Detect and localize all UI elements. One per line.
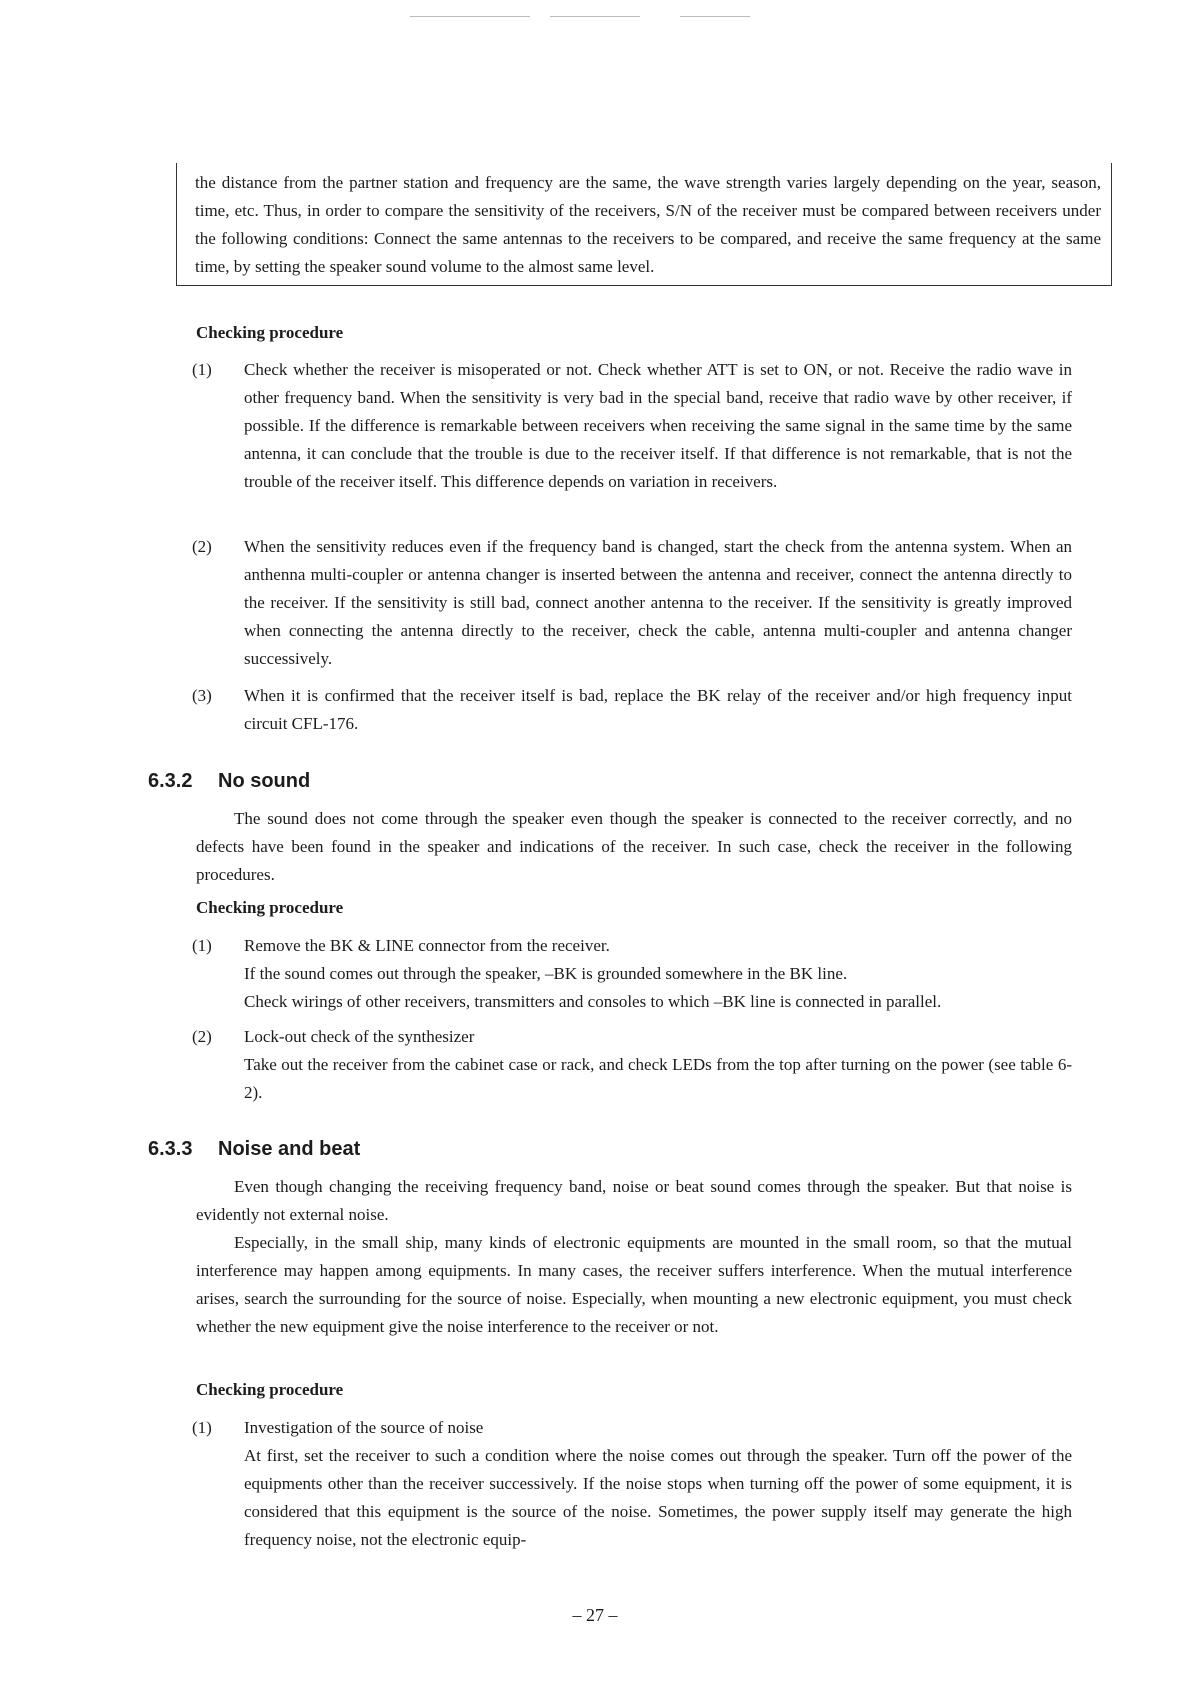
- list-item: [192, 533, 1072, 673]
- item-text: When it is confirmed that the receiver itself is bad, replace the BK relay of the receiver and/or high frequency input circuit CFL-176.: [244, 686, 1072, 733]
- item-line: Lock-out check of the synthesizer: [244, 1027, 475, 1046]
- item-text: Check whether the receiver is misoperated or not. Check whether ATT is set to ON, or not. Receive the radio wave in other frequency band. When the sensitivity is very bad in the special band, receive that radio wave by other receiver, if possible. If the difference is remarkable between receivers when receiving the same signal in the same time by the same antenna, it can conclude that the trouble is due to the receiver itself. If that difference is not remarkable, that is not the trouble of the receiver itself. This difference depends on variation in receivers.: [244, 360, 1072, 491]
- section-heading-6-3-3: [148, 1138, 360, 1161]
- scan-artifact-line: [680, 16, 750, 17]
- paragraph: The sound does not come through the speaker even though the speaker is connected to the receiver correctly, and no defects have been found in the speaker and indications of the receiver. In such case, check the receiver in the following procedures.: [196, 809, 1072, 884]
- section-title: Noise and beat: [218, 1138, 361, 1160]
- checking-procedure-heading: Checking procedure: [196, 323, 344, 342]
- item-number: (3): [192, 686, 212, 705]
- checking-procedure-heading: Checking procedure: [196, 1380, 344, 1399]
- item-line: Take out the receiver from the cabinet case or rack, and check LEDs from the top after turning on the power (see table 6-2).: [244, 1055, 1072, 1102]
- section-heading-6-3-2: [148, 770, 310, 793]
- list-item: [192, 1414, 1072, 1554]
- list-item: [192, 932, 1072, 1016]
- item-line: If the sound comes out through the speaker, –BK is grounded somewhere in the BK line.: [244, 964, 848, 983]
- list-item: [192, 356, 1072, 496]
- section-number: 6.3.3: [148, 1138, 193, 1160]
- section-title: No sound: [218, 770, 311, 792]
- scan-artifact-line: [410, 16, 530, 17]
- item-text: When the sensitivity reduces even if the frequency band is changed, start the check from the antenna system. When an anthenna multi-coupler or antenna changer is inserted between the antenna and receiver, connect the antenna directly to the receiver. If the sensitivity is still bad, connect another antenna to the receiver. If the sensitivity is greatly improved when connecting the antenna directly to the receiver, check the cable, antenna multi-coupler and antenna changer successively.: [244, 537, 1072, 668]
- item-line: Investigation of the source of noise: [244, 1418, 484, 1437]
- scan-artifact-line: [550, 16, 640, 17]
- item-line: Remove the BK & LINE connector from the receiver.: [244, 936, 610, 955]
- paragraph: Especially, in the small ship, many kinds of electronic equipments are mounted in the small room, so that the mutual interference may happen among equipments. In many cases, the receiver suffers interference. When the mutual interference arises, search the surrounding for the source of noise. Especially, when mounting a new electronic equipment, you must check whether the new equipment give the noise interference to the receiver or not.: [196, 1233, 1072, 1336]
- item-line: Check wirings of other receivers, transmitters and consoles to which –BK line is connected in parallel.: [244, 992, 942, 1011]
- checking-procedure-heading: Checking procedure: [196, 898, 344, 917]
- item-number: (1): [192, 360, 212, 379]
- list-item: [192, 1023, 1072, 1107]
- intro-boxed-paragraph: [176, 163, 1112, 286]
- paragraph: Even though changing the receiving frequency band, noise or beat sound comes through the speaker. But that noise is evidently not external noise.: [196, 1177, 1072, 1224]
- item-number: (1): [192, 1418, 212, 1437]
- page-number: – 27 –: [572, 1605, 618, 1625]
- intro-text: the distance from the partner station and frequency are the same, the wave strength varies largely depending on the year, season, time, etc. Thus, in order to compare the sensitivity of the receivers, S/N of the receiver must be compared between receivers under the following conditions: Connect the same antennas to the receivers to be compared, and receive the same frequency at the same time, by setting the speaker sound volume to the almost same level.: [195, 173, 1101, 276]
- item-number: (1): [192, 936, 212, 955]
- item-number: (2): [192, 537, 212, 556]
- item-number: (2): [192, 1027, 212, 1046]
- section-number: 6.3.2: [148, 770, 193, 792]
- list-item: [192, 682, 1072, 738]
- item-line: At first, set the receiver to such a condition where the noise comes out through the speaker. Turn off the power of the equipments other than the receiver successively. If the noise stops when turning off the power of some equipment, it is considered that this equipment is the source of the noise. Sometimes, the power supply itself may generate the high frequency noise, not the electronic equip-: [244, 1446, 1072, 1549]
